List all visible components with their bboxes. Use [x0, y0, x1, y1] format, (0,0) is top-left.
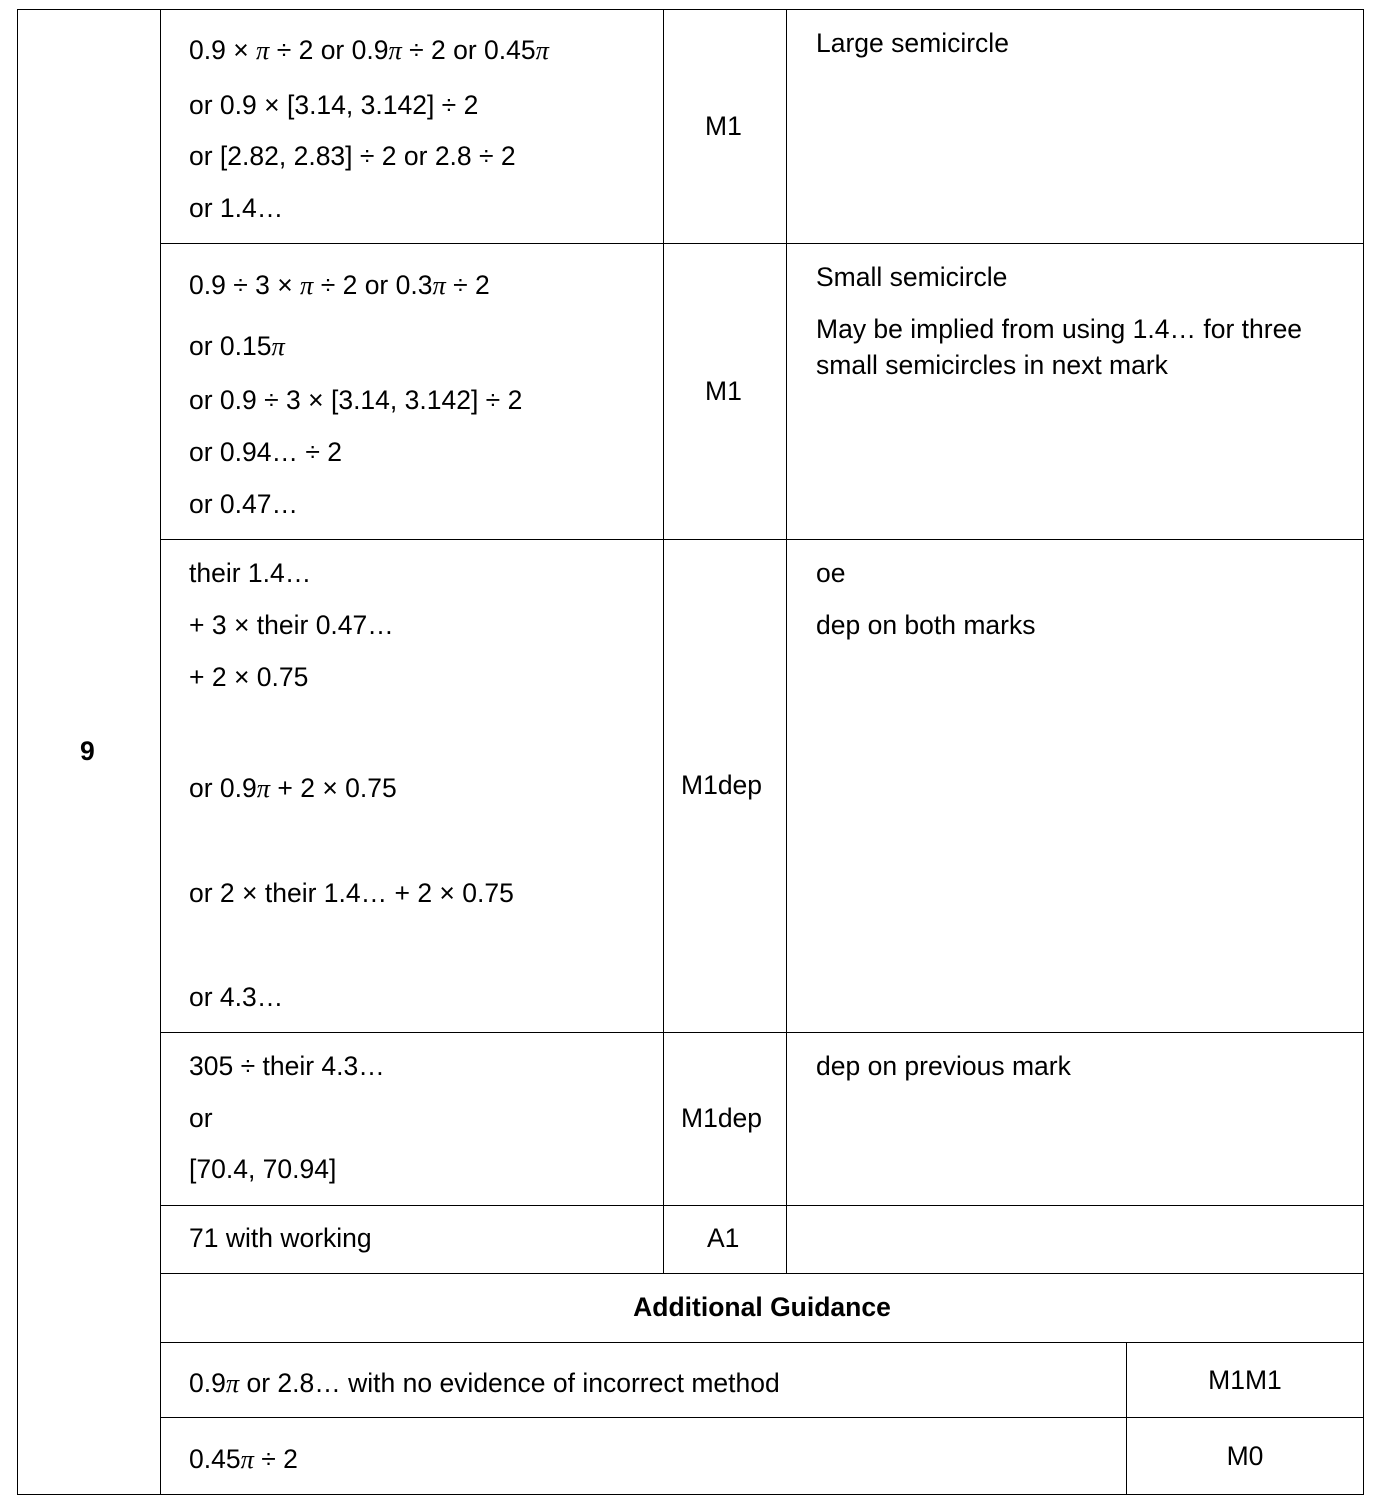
- working-line: or 1.4…: [189, 193, 284, 223]
- working-line: 0.9 × π ÷ 2 or 0.9π ÷ 2 or 0.45π: [189, 35, 549, 65]
- additional-guidance-heading: Additional Guidance: [633, 1292, 891, 1322]
- row-divider: [160, 243, 1364, 244]
- row-divider: [160, 1342, 1364, 1343]
- working-line: 0.9 ÷ 3 × π ÷ 2 or 0.3π ÷ 2: [189, 270, 490, 300]
- mark-value: M1dep: [681, 1103, 763, 1133]
- comment-line: oe: [816, 558, 846, 588]
- working-line: or 2 × their 1.4… + 2 × 0.75: [189, 878, 514, 908]
- working-line: their 1.4…: [189, 558, 312, 588]
- row-divider: [160, 1205, 1364, 1206]
- mark-value: M1: [705, 111, 742, 141]
- working-line: or: [189, 1103, 213, 1133]
- mark-comment-divider: [786, 9, 787, 1273]
- mark-value: M1: [705, 376, 742, 406]
- working-line: or 0.9π + 2 × 0.75: [189, 773, 397, 803]
- working-line: or 0.9 × [3.14, 3.142] ÷ 2: [189, 90, 479, 120]
- question-number: 9: [80, 736, 95, 766]
- guidance-text: 0.45π ÷ 2: [189, 1444, 298, 1474]
- working-line: or 0.9 ÷ 3 × [3.14, 3.142] ÷ 2: [189, 385, 523, 415]
- working-line: or 0.94… ÷ 2: [189, 437, 343, 467]
- comment-line: Small semicircle: [816, 262, 1008, 292]
- mark-value: A1: [707, 1223, 740, 1253]
- comment-line: dep on previous mark: [816, 1051, 1071, 1081]
- working-line: [70.4, 70.94]: [189, 1154, 337, 1184]
- comment-line: Large semicircle: [816, 28, 1009, 58]
- row-divider: [160, 1032, 1364, 1033]
- working-line: 71 with working: [189, 1223, 372, 1253]
- working-line: or [2.82, 2.83] ÷ 2 or 2.8 ÷ 2: [189, 141, 516, 171]
- working-line: + 2 × 0.75: [189, 662, 309, 692]
- working-mark-divider: [663, 9, 664, 1273]
- row-divider: [160, 1417, 1364, 1418]
- mark-value: M1dep: [681, 770, 763, 800]
- working-line: or 0.15π: [189, 331, 285, 361]
- comment-line: small semicircles in next mark: [816, 350, 1168, 380]
- working-line: 305 ÷ their 4.3…: [189, 1051, 385, 1081]
- row-divider: [160, 1273, 1364, 1274]
- comment-line: May be implied from using 1.4… for three: [816, 314, 1303, 344]
- working-line: + 3 × their 0.47…: [189, 610, 394, 640]
- row-divider: [160, 539, 1364, 540]
- guidance-mark: M0: [1226, 1441, 1264, 1471]
- working-line: or 0.47…: [189, 489, 299, 519]
- guidance-text: 0.9π or 2.8… with no evidence of incorrect method: [189, 1368, 780, 1398]
- guidance-mark: M1M1: [1208, 1365, 1282, 1395]
- comment-line: dep on both marks: [816, 610, 1036, 640]
- working-line: or 4.3…: [189, 982, 284, 1012]
